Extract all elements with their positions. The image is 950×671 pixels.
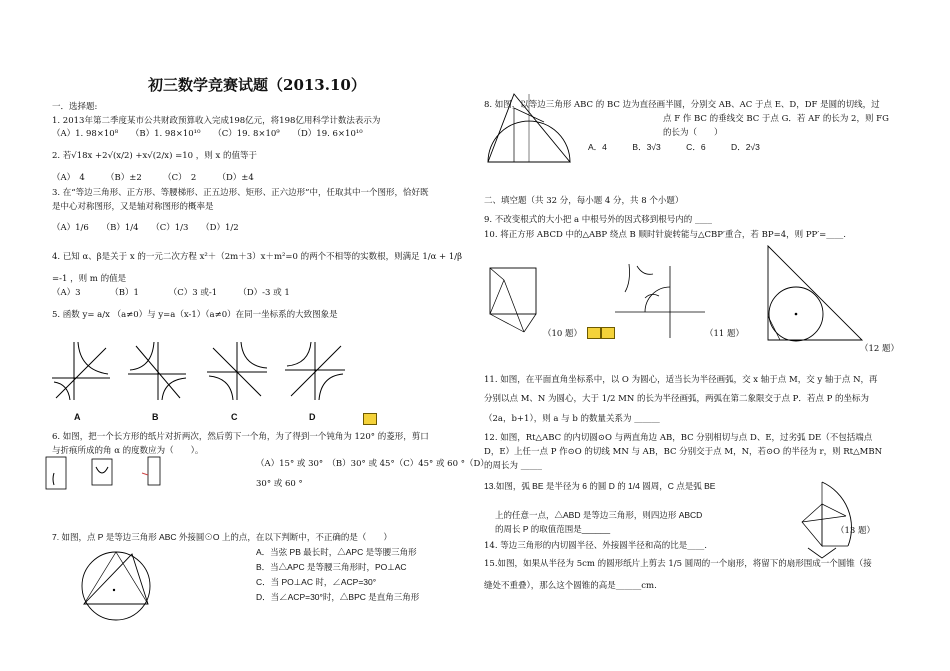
q15-line-1: 15.如图，如果从半径为 5cm 的圆形纸片上剪去 1/5 圆周的一个扇形，将留下的扇形围成一个圆锥（接 (484, 559, 872, 569)
q10-caption: （10 题） (543, 329, 583, 339)
q13-line-1: 13.如图，弧 BE 是半径为 6 的圆 D 的 1/4 圆周，C 点是弧 BE (484, 481, 716, 491)
q12-line-2: D，E）上任一点 P 作⊙O 的切线 MN 与 AB，BC 分别交于点 M，N，若⊙O 的半径为 r，则 Rt△MBN (484, 447, 883, 457)
q4-stem-2: =-1 ，则 m 的值是 (52, 274, 127, 284)
q13-figure (798, 476, 858, 560)
q6-figures (44, 453, 164, 493)
q7-option-a: A．当弦 PB 最长时，△APC 是等腰三角形 (256, 547, 417, 557)
q13-line-2: 上的任意一点，△ABD 是等边三角形，则四边形 ABCD (495, 510, 703, 520)
q8-options: A．4 B．3√3 C．6 D．2√3 (588, 142, 760, 152)
q8-stem-1: 8. 如图，以等边三角形 ABC 的 BC 边为直径画半圆，分别交 AB、AC 于点 E、D，DF 是圆的切线，过 (484, 100, 880, 110)
q13-caption: （13 题） (836, 526, 876, 536)
q12-line-3: 的周长为 _____ (484, 461, 542, 471)
q1-options: （A）1. 98×10⁸ （B）1. 98×10¹⁰ （C）19. 8×10⁹ （D）19. 6×10¹⁰ (52, 129, 363, 139)
q5-label-c: C (231, 412, 238, 422)
q6-stem-1: 6. 如图，把一个长方形的纸片对折两次，然后剪下一个角，为了得到一个钝角为 120° 的菱形，剪口 (52, 432, 429, 442)
q12-line-1: 12. 如图，Rt△ABC 的内切圆⊙O 与两直角边 AB，BC 分别相切与点 D、E，过劣弧 DE（不包括端点 (484, 433, 873, 443)
q2-options: （A） 4 （B）±2 （C） 2 （D）±4 (52, 173, 254, 183)
q11-caption: （11 题） (705, 329, 745, 339)
q15-line-2: 缝处不重叠），那么这个圆锥的高是______cm. (484, 581, 657, 591)
q7-stem: 7. 如图，点 P 是等边三角形 ABC 外接圆⊙O 上的点，在以下判断中，不正确的是（ ） (52, 532, 392, 542)
q5-graph-b (128, 340, 188, 402)
q1-stem: 1. 2013年第二季度某市公共财政预算收入完成198亿元，将198亿用科学计数法表示为 (52, 116, 381, 126)
section-choice-heading: 一．选择题: (52, 102, 98, 112)
audio-icon[interactable] (601, 327, 615, 339)
audio-icon[interactable] (363, 413, 377, 425)
q4-stem-1: 4. 已知 α、β是关于 x 的一元二次方程 x²＋（2m＋3）x＋m²=0 的两个不相等的实数根，则满足 1/α + 1/β (52, 252, 463, 262)
q6-options-1: （A）15° 或 30° （B）30° 或 45°（C）45° 或 60 °（D） (256, 459, 489, 469)
q3-stem-2: 是中心对称图形，又是轴对称图形的概率是 (52, 202, 214, 212)
audio-icon[interactable] (587, 327, 601, 339)
q7-option-d: D．当∠ACP=30°时，△BPC 是直角三角形 (256, 592, 420, 602)
q11-figure (615, 262, 710, 340)
q5-graph-d (285, 340, 347, 402)
q10: 10. 将正方形 ABCD 中的△ABP 绕点 B 顺时针旋转能与△CBP′重合，若 BP=4，则 PP′=____. (484, 230, 847, 240)
q3-options: （A）1/6 （B）1/4 （C）1/3 （D）1/2 (52, 223, 239, 233)
q14: 14. 等边三角形的内切圆半径、外接圆半径和高的比是____. (484, 541, 707, 551)
q6-options-2: 30° 或 60 ° (256, 479, 303, 489)
q5-label-b: B (152, 412, 159, 422)
q10-figure (484, 262, 544, 342)
q7-option-b: B．当△APC 是等腰三角形时，PO⊥AC (256, 562, 407, 572)
q9: 9. 不改变根式的大小把 a 中根号外的因式移到根号内的 ____ (484, 215, 712, 225)
page-title: 初三数学竞赛试题（2013.10） (148, 76, 366, 94)
section-fill-heading: 二、填空题（共 32 分，每小题 4 分，共 8 个小题） (484, 196, 684, 206)
q11-line-2: 分别以点 M、N 为圆心，大于 1/2 MN 的长为半径画弧，两弧在第二象限交于点 P．若点 P 的坐标为 (484, 394, 870, 404)
q5-label-d: D (309, 412, 316, 422)
q5-graph-c (207, 340, 269, 402)
q5-graph-a (52, 340, 112, 402)
q12-figure (758, 240, 898, 352)
q6-stem-2: 与折痕所成的角 α 的度数应为（ ）。 (52, 446, 204, 456)
q7-option-c: C．当 PO⊥AC 时，∠ACP=30° (256, 577, 377, 587)
q12-caption: （12 题） (860, 344, 900, 354)
q3-stem-1: 3. 在“等边三角形、正方形、等腰梯形、正五边形、矩形、正六边形”中，任取其中一个图形，恰好既 (52, 188, 429, 198)
q5-stem: 5. 函数 y= a/x （a≠0）与 y=a（x-1）（a≠0）在同一坐标系的大致图象是 (52, 310, 338, 320)
q8-stem-2: 点 F 作 BC 的垂线交 BC 于点 G．若 AF 的长为 2，则 FG (663, 114, 889, 124)
q11-line-3: （2a，b+1），则 a 与 b 的数量关系为 ______ (484, 414, 660, 424)
q8-stem-3: 的长为（ ） (663, 128, 723, 138)
q2-stem: 2. 若√18x +2√(x/2) +x√(2/x) =10 ，则 x 的值等于 (52, 151, 257, 161)
q7-figure (74, 546, 158, 626)
q11-line-1: 11. 如图，在平面直角坐标系中，以 O 为圆心，适当长为半径画弧，交 x 轴于点 M，交 y 轴于点 N，再 (484, 375, 878, 385)
q4-options: （A）3 （B）1 （C）3 或-1 （D）-3 或 1 (52, 288, 290, 298)
q13-line-3: 的周长 P 的取值范围是______ (495, 524, 611, 534)
q5-label-a: A (74, 412, 81, 422)
